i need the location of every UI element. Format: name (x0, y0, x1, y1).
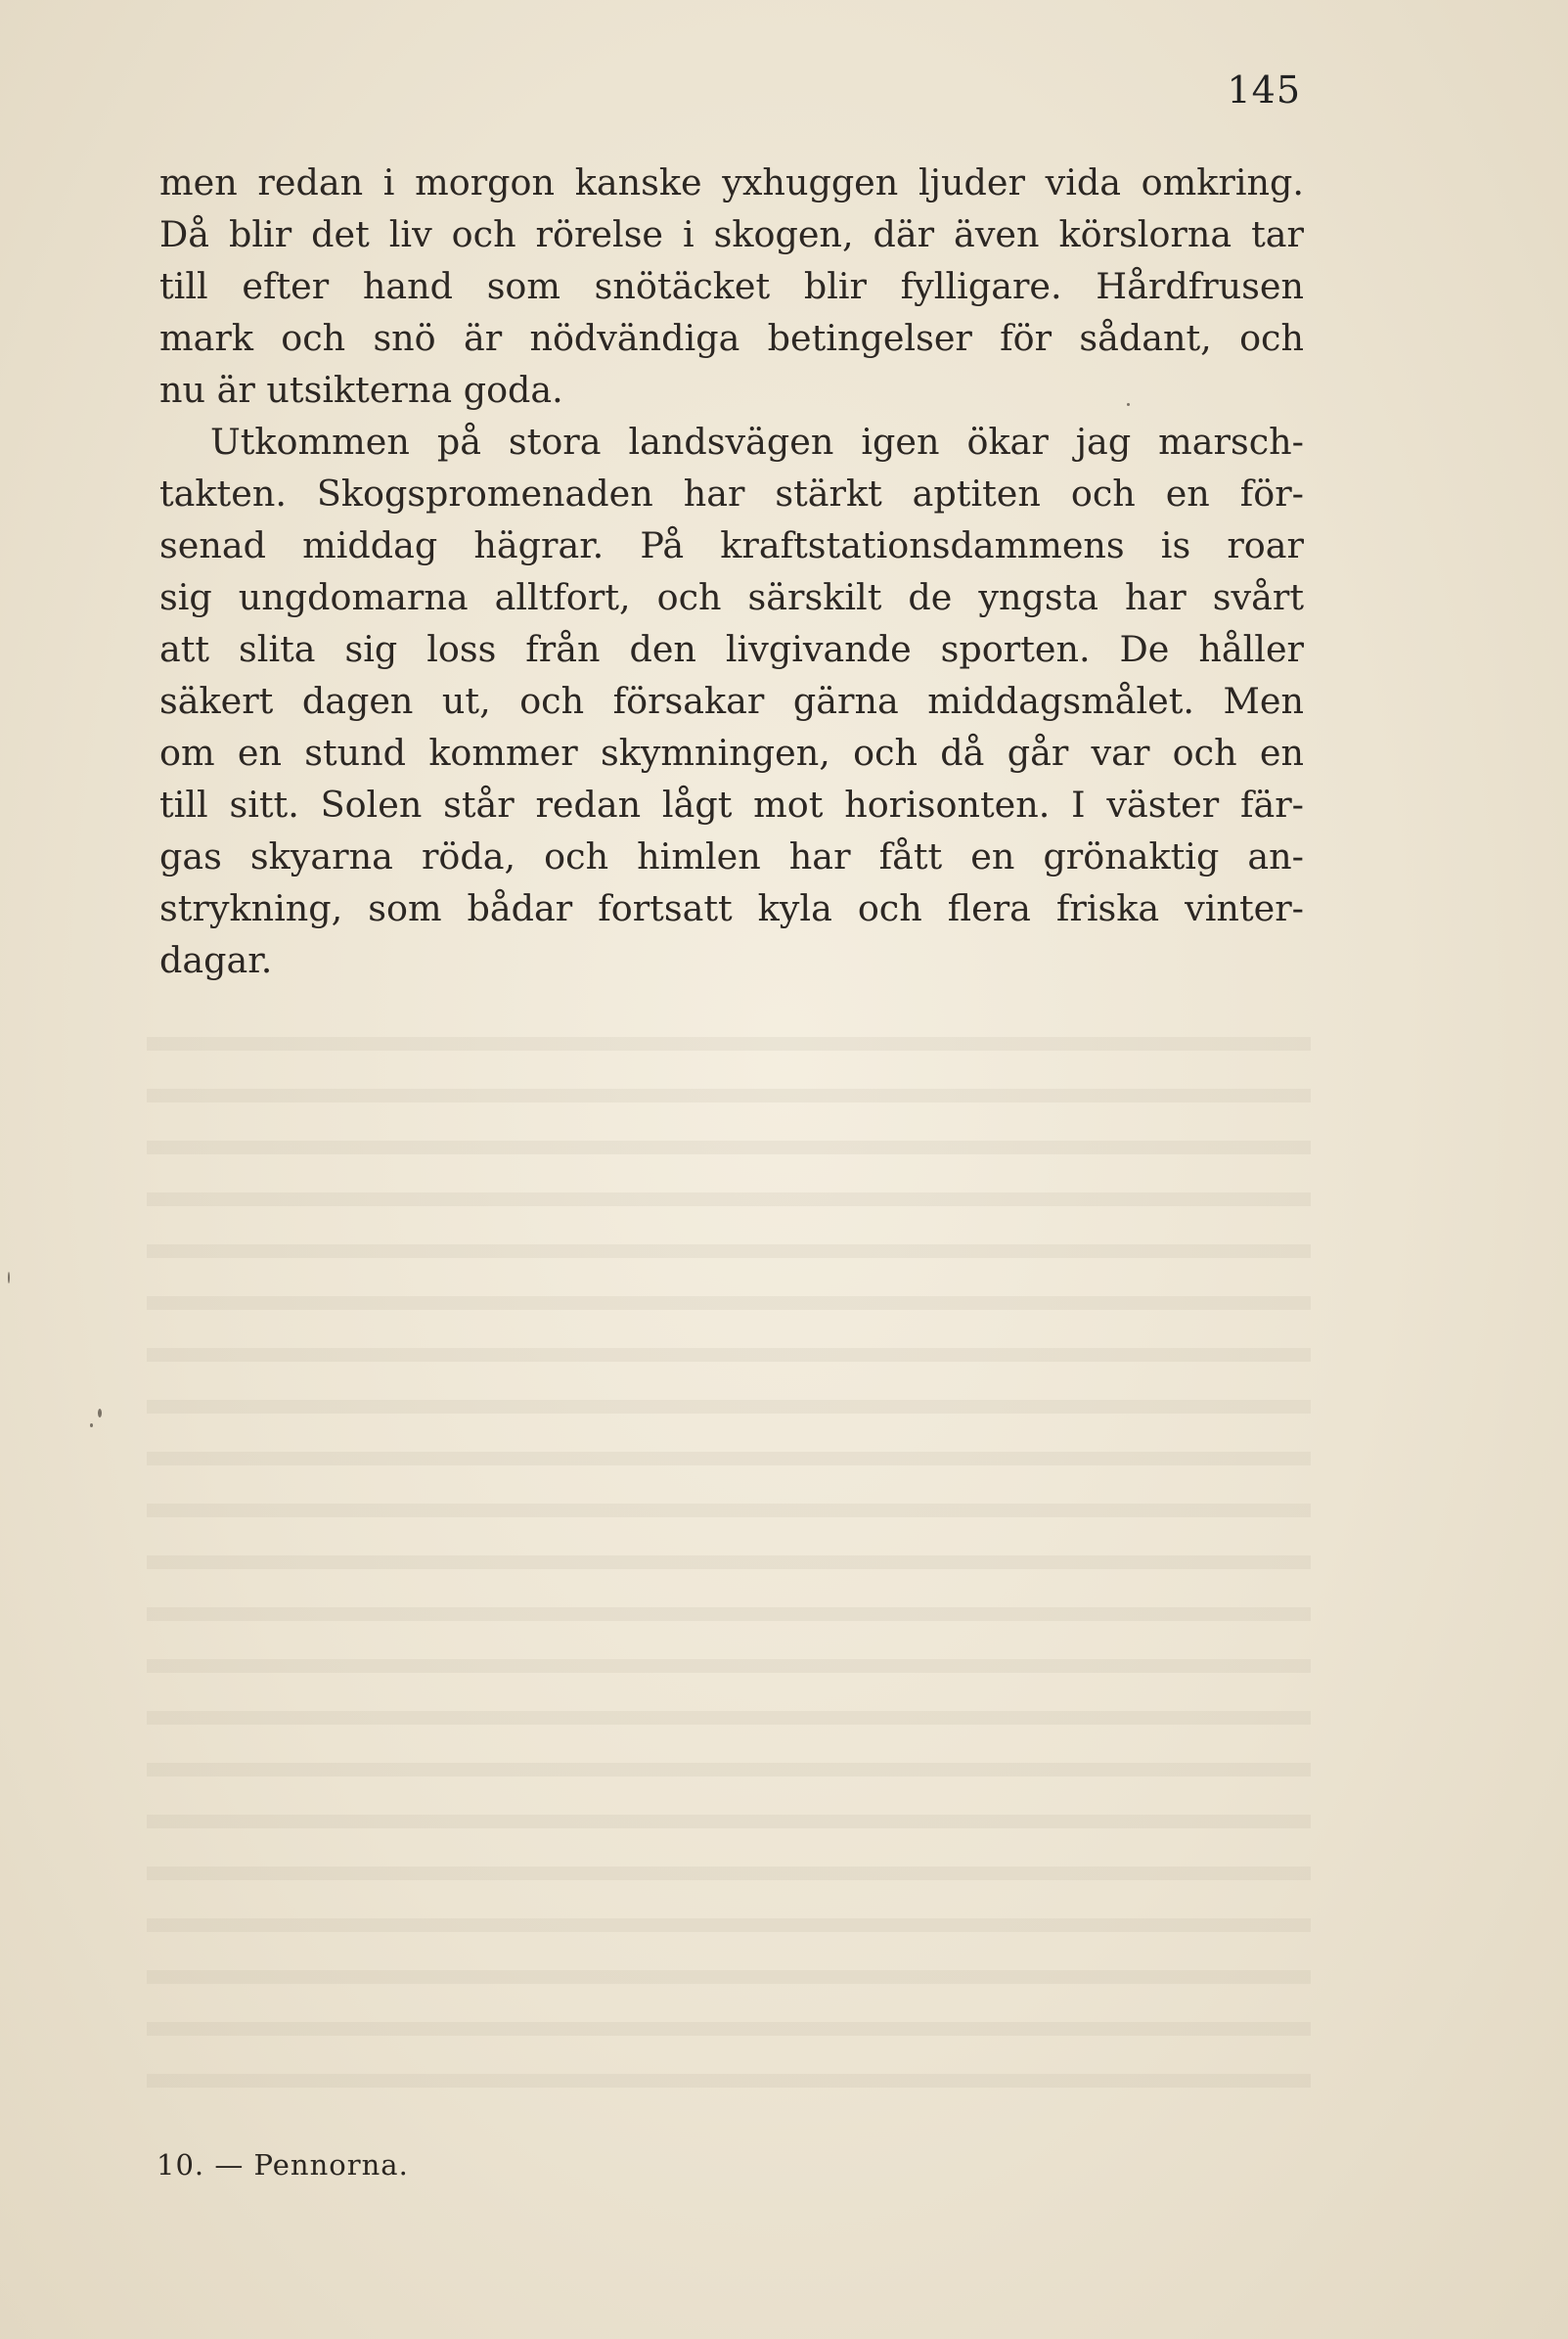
text-line-2: Då blir det liv och rörelse i skogen, där även körslorna tar (159, 213, 1304, 255)
text-line-5: nu är utsikterna goda. (159, 369, 563, 411)
signature-mark: 10. — Pennorna. (157, 2148, 409, 2182)
text-line-6: Utkommen på stora landsvägen igen ökar jag marsch- (210, 421, 1304, 463)
body-text (159, 157, 1304, 986)
text-line-10: att slita sig loss från den livgivande sporten. De håller (159, 628, 1304, 670)
text-line-12: om en stund kommer skymningen, och då går var och en (159, 732, 1304, 774)
paper-speck (8, 1272, 10, 1283)
text-line-8: senad middag hägrar. På kraftstationsdammens is roar (159, 524, 1304, 566)
text-line-15: strykning, som bådar fortsatt kyla och flera friska vinter- (159, 887, 1304, 929)
text-line-13: till sitt. Solen står redan lågt mot horisonten. I väster fär- (159, 784, 1304, 826)
text-line-7: takten. Skogspromenaden har stärkt aptiten och en för- (159, 472, 1304, 515)
text-line-9: sig ungdomarna alltfort, och särskilt de yngsta har svårt (159, 576, 1304, 618)
text-line-16: dagar. (159, 939, 273, 981)
page-number: 145 (1227, 68, 1301, 112)
text-line-11: säkert dagen ut, och försakar gärna middagsmålet. Men (159, 680, 1304, 722)
paper-speck (90, 1423, 93, 1427)
paper-speck (98, 1409, 102, 1417)
text-line-4: mark och snö är nödvändiga betingelser för sådant, och (159, 317, 1304, 359)
text-line-3: till efter hand som snötäcket blir fylligare. Hårdfrusen (159, 265, 1304, 307)
paper-speck (1127, 403, 1130, 406)
text-line-14: gas skyarna röda, och himlen har fått en grönaktig an- (159, 835, 1304, 877)
show-through-text (147, 1008, 1311, 2093)
text-line-1: men redan i morgon kanske yxhuggen ljuder vida omkring. (159, 161, 1304, 203)
